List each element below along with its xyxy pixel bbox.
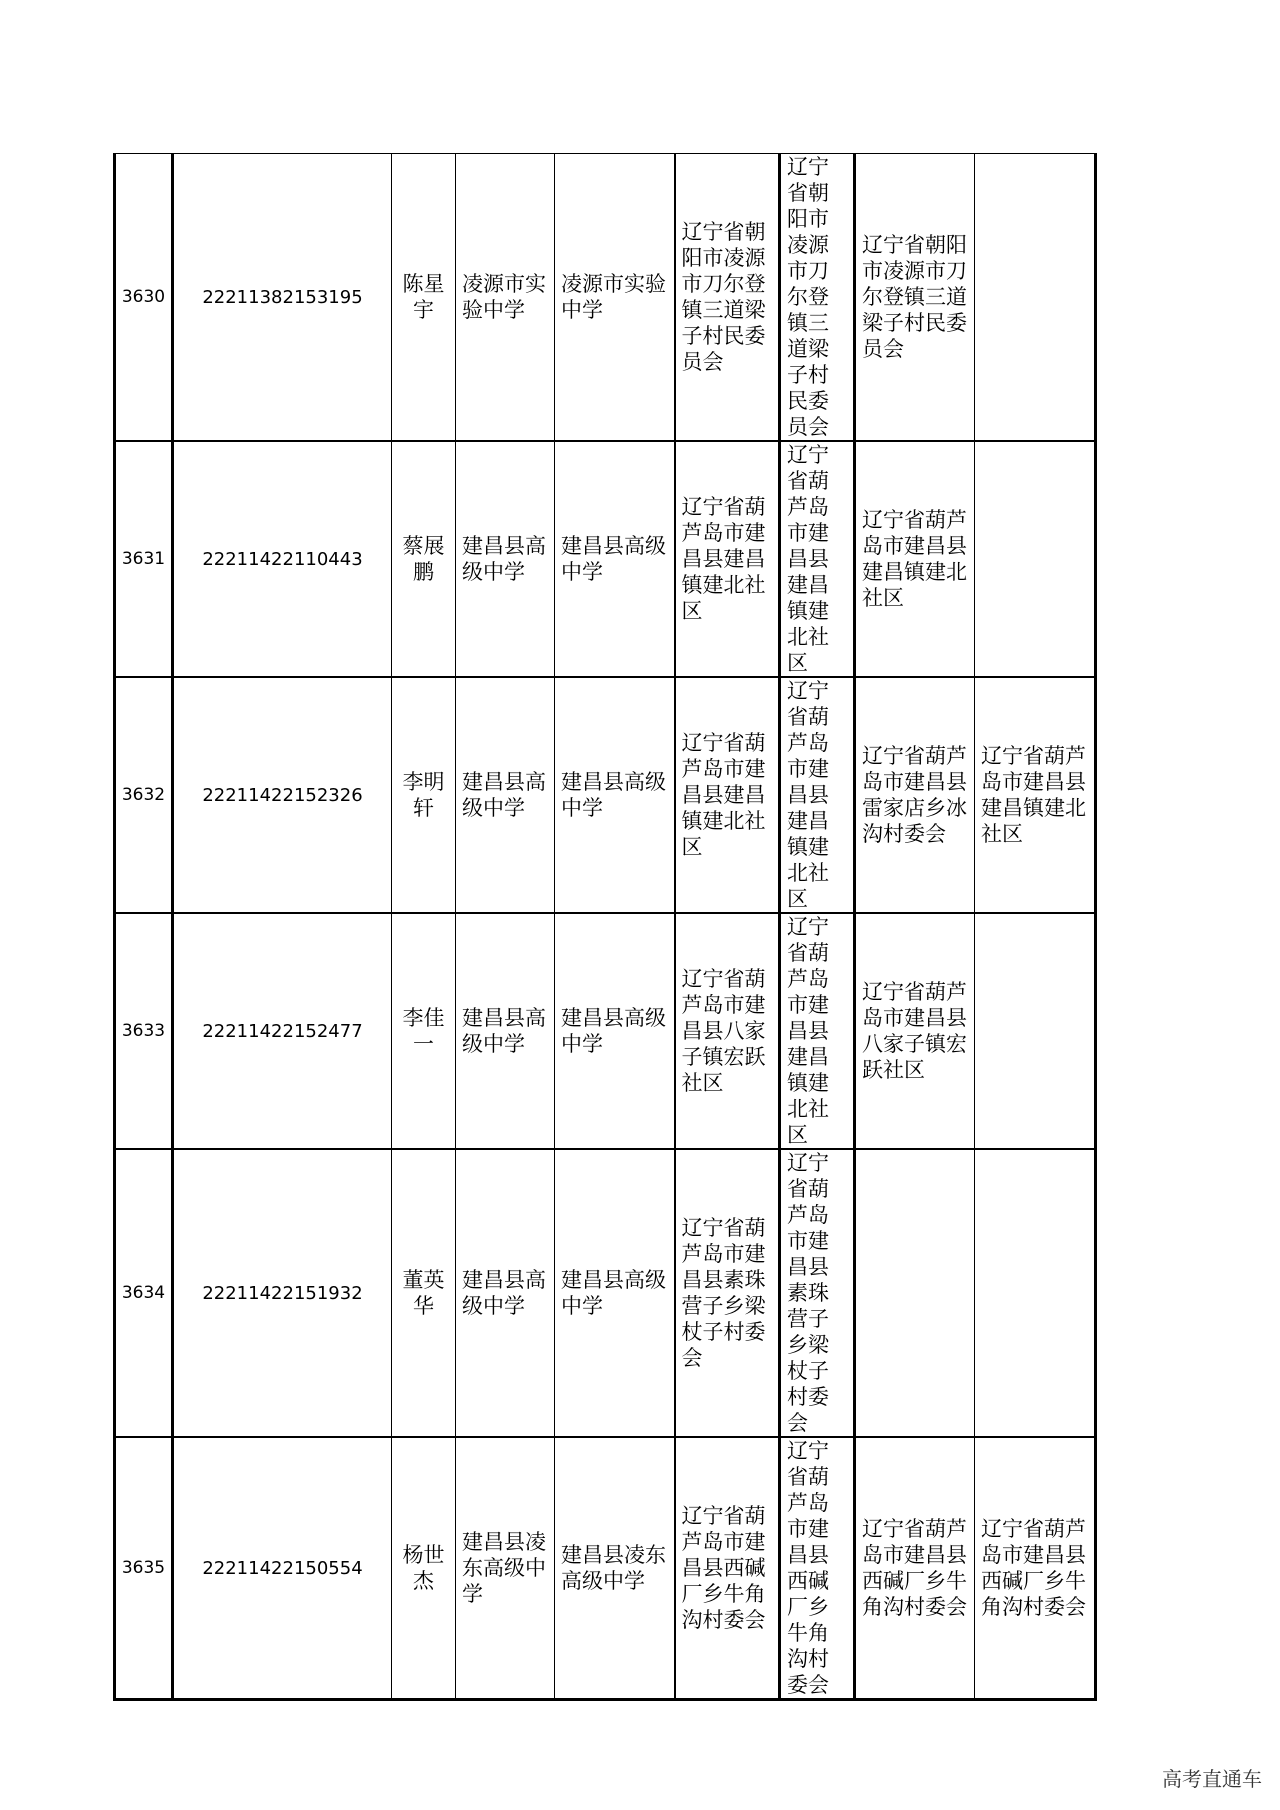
exam-id: 22211422152326	[173, 677, 392, 913]
parent-address-2	[975, 1149, 1096, 1437]
parent-address-2: 辽宁省葫芦岛市建昌县建昌镇建北社区	[975, 677, 1096, 913]
graduated-school: 建昌县凌东高级中学	[555, 1437, 675, 1700]
parent-address-1: 辽宁省葫芦岛市建昌县雷家店乡冰沟村委会	[855, 677, 975, 913]
graduated-school: 建昌县高级中学	[555, 1149, 675, 1437]
household-address: 辽宁省葫芦岛市建昌县建昌镇建北社区	[675, 677, 780, 913]
household-address: 辽宁省葫芦岛市建昌县素珠营子乡梁杖子村委会	[675, 1149, 780, 1437]
table-row	[115, 154, 1096, 442]
residence-address: 辽宁省葫芦岛市建昌县素珠营子乡梁杖子村委会	[780, 1149, 855, 1437]
school: 凌源市实验中学	[456, 154, 555, 442]
student-name: 董英华	[392, 1149, 456, 1437]
school: 建昌县高级中学	[456, 1149, 555, 1437]
exam-id: 22211422152477	[173, 913, 392, 1149]
row-index: 3630	[115, 154, 173, 442]
parent-address-1: 辽宁省朝阳市凌源市刀尔登镇三道梁子村民委员会	[855, 154, 975, 442]
school: 建昌县高级中学	[456, 913, 555, 1149]
table-row	[115, 677, 1096, 913]
table-row	[115, 913, 1096, 1149]
student-name: 陈星宇	[392, 154, 456, 442]
household-address: 辽宁省葫芦岛市建昌县建昌镇建北社区	[675, 441, 780, 677]
parent-address-1: 辽宁省葫芦岛市建昌县八家子镇宏跃社区	[855, 913, 975, 1149]
row-index: 3632	[115, 677, 173, 913]
residence-address: 辽宁省葫芦岛市建昌县西碱厂乡牛角沟村委会	[780, 1437, 855, 1700]
parent-address-2: 辽宁省葫芦岛市建昌县西碱厂乡牛角沟村委会	[975, 1437, 1096, 1700]
parent-address-2	[975, 154, 1096, 442]
parent-address-1	[855, 1149, 975, 1437]
school: 建昌县凌东高级中学	[456, 1437, 555, 1700]
parent-address-2	[975, 441, 1096, 677]
table-row	[115, 441, 1096, 677]
parent-address-1: 辽宁省葫芦岛市建昌县西碱厂乡牛角沟村委会	[855, 1437, 975, 1700]
residence-address: 辽宁省葫芦岛市建昌县建昌镇建北社区	[780, 441, 855, 677]
row-index: 3634	[115, 1149, 173, 1437]
school: 建昌县高级中学	[456, 677, 555, 913]
graduated-school: 凌源市实验中学	[555, 154, 675, 442]
household-address: 辽宁省朝阳市凌源市刀尔登镇三道梁子村民委员会	[675, 154, 780, 442]
graduated-school: 建昌县高级中学	[555, 677, 675, 913]
student-name: 杨世杰	[392, 1437, 456, 1700]
student-list-table	[113, 153, 1097, 1701]
residence-address: 辽宁省朝阳市凌源市刀尔登镇三道梁子村民委员会	[780, 154, 855, 442]
graduated-school: 建昌县高级中学	[555, 441, 675, 677]
row-index: 3631	[115, 441, 173, 677]
student-name: 李明轩	[392, 677, 456, 913]
school: 建昌县高级中学	[456, 441, 555, 677]
residence-address: 辽宁省葫芦岛市建昌县建昌镇建北社区	[780, 913, 855, 1149]
row-index: 3635	[115, 1437, 173, 1700]
household-address: 辽宁省葫芦岛市建昌县八家子镇宏跃社区	[675, 913, 780, 1149]
table-row	[115, 1149, 1096, 1437]
exam-id: 22211422150554	[173, 1437, 392, 1700]
student-name: 李佳一	[392, 913, 456, 1149]
row-index: 3633	[115, 913, 173, 1149]
table-row	[115, 1437, 1096, 1700]
exam-id: 22211422110443	[173, 441, 392, 677]
exam-id: 22211422151932	[173, 1149, 392, 1437]
residence-address: 辽宁省葫芦岛市建昌县建昌镇建北社区	[780, 677, 855, 913]
graduated-school: 建昌县高级中学	[555, 913, 675, 1149]
watermark-text: 高考直通车	[1162, 1767, 1262, 1791]
student-name: 蔡展鹏	[392, 441, 456, 677]
parent-address-2	[975, 913, 1096, 1149]
exam-id: 22211382153195	[173, 154, 392, 442]
household-address: 辽宁省葫芦岛市建昌县西碱厂乡牛角沟村委会	[675, 1437, 780, 1700]
parent-address-1: 辽宁省葫芦岛市建昌县建昌镇建北社区	[855, 441, 975, 677]
